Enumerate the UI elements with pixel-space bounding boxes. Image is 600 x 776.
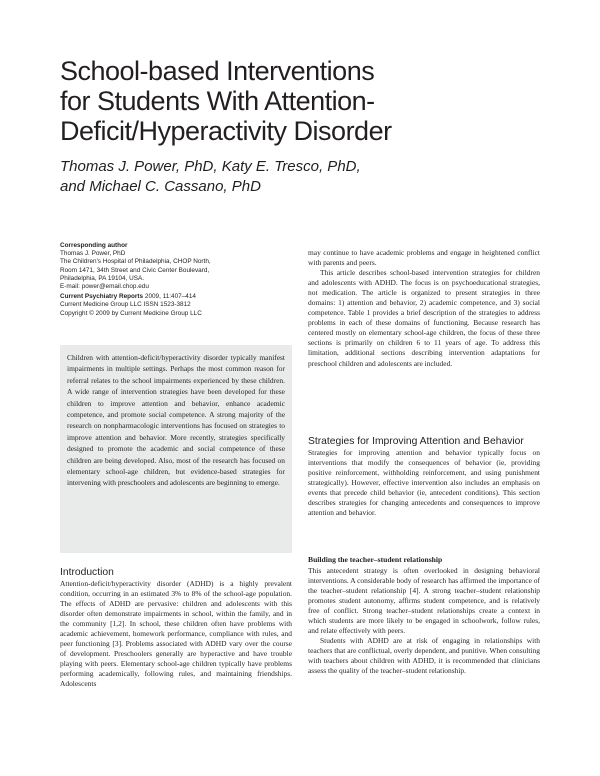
title-line-1: School-based Interventions [60,56,375,86]
title-line-2: for Students With Attention- [60,86,375,116]
corr-line-city: Philadelphia, PA 19104, USA. [60,274,145,282]
right-para-2: This article describes school-based intervention strategies for children and adolescents with ADHD. The focus is on psychoeducational strategies, not medication. The article is organized to present strategies in three domains: 1) attention and behavior, 2) academic competence, and 3) social competence. Table 1 provides a brief description of the strategies to address problems in each of these domains of functioning. Because research has centered mostly on elementary school-age children, the focus of these three sections is primarily on children 6 to 11 years of age. To address this limitation, additional sections describing intervention adaptations for preschool children and adolescents are included. [308,268,540,368]
citation-journal: Current Psychiatry Reports [60,293,144,301]
copyright-line: Copyright © 2009 by Current Medicine Group LLC [60,309,202,317]
introduction-text: Attention-deficit/hyperactivity disorder (ADHD) is a highly prevalent condition, occurring in an estimated 3% to 8% of the school-age population. The effects of ADHD are pervasive: children and adolescents with this disorder often demonstrate impairments in school, within the family, and in the community [1,2]. In school, these children often have problems with academic achievement, homework performance, compliance with rules, and peer functioning [3]. Problems associated with ADHD vary over the course of development. Preschoolers generally are hyperactive and have trouble playing with peers. Elementary school-age children typically have problems performing academically, following rules, and maintaining friendships. Adolescents [60,579,292,689]
teacher-student-para-2: Students with ADHD are at risk of engaging in relationships with teachers that are conflictual, overly dependent, and punitive. When consulting with teachers about children with ADHD, it is recommended that clinicians assess the quality of the teacher–student relationship. [308,636,540,676]
teacher-student-section [308,566,540,677]
abstract-text: Children with attention-deficit/hyperactivity disorder typically manifest impairments in multiple settings. Perhaps the most common reason for referral relates to the school impairments experienced by these children. A wide range of intervention strategies have been developed for these children to improve attention and behavior, enhance academic competence, and promote social competence. A strong majority of the research on nonpharmacologic interventions has focused on strategies to improve attention and behavior. More recently, strategies specifically designed to promote the academic and social competence of these children are being developed. Also, most of the research has focused on elementary school-age children, but evidence-based strategies for intervening with preschoolers and adolescents are beginning to emerge. [67,353,285,488]
corr-line-email: E-mail: power@email.chop.edu [60,283,149,291]
strategies-heading: Strategies for Improving Attention and Behavior [308,436,524,447]
corr-line-room: Room 1471, 34th Street and Civic Center Boulevard, [60,266,210,274]
authors-line-1: Thomas J. Power, PhD, Katy E. Tresco, PhD, [60,158,361,175]
right-column-intro [308,248,540,369]
publisher-line: Current Medicine Group LLC ISSN 1523-3812 [60,301,191,309]
corresponding-author-label: Corresponding author [60,242,128,249]
citation-line [60,293,300,301]
teacher-student-heading: Building the teacher–student relationship [308,555,443,564]
authors-line-2: and Michael C. Cassano, PhD [60,178,261,195]
citation-volume: 2009, 11:407–414 [143,293,196,301]
corr-line-name: Thomas J. Power, PhD [60,250,126,258]
right-para-1: may continue to have academic problems and engage in heightened conflict with parents and peers. [308,248,540,268]
abstract-box [60,345,292,553]
strategies-text: Strategies for improving attention and behavior typically focus on interventions that modify the consequences of behavior (ie, providing positive reinforcement, withholding reinforcement, and using punishment strategically). However, effective intervention also includes an emphasis on events that precede child behavior (ie, antecedent conditions). This section describes strategies for changing antecedents and consequences to improve attention and behavior. [308,448,540,518]
introduction-heading: Introduction [60,567,114,578]
author-list [60,157,540,197]
title-line-3: Deficit/Hyperactivity Disorder [60,116,392,146]
teacher-student-para-1: This antecedent strategy is often overlooked in designing behavioral interventions. A considerable body of research has affirmed the importance of the teacher–student relationship [4]. A strong teacher–student relationship promotes student autonomy, affirms student competence, and is relatively free of conflict. Strong teacher–student relationships create a context in which students are more likely to be engaged in schoolwork, follow rules, and relate effectively with peers. [308,566,540,636]
correspondence-block [60,242,300,318]
article-title [60,56,540,146]
corr-line-institution: The Children's Hospital of Philadelphia, CHOP North, [60,258,211,266]
